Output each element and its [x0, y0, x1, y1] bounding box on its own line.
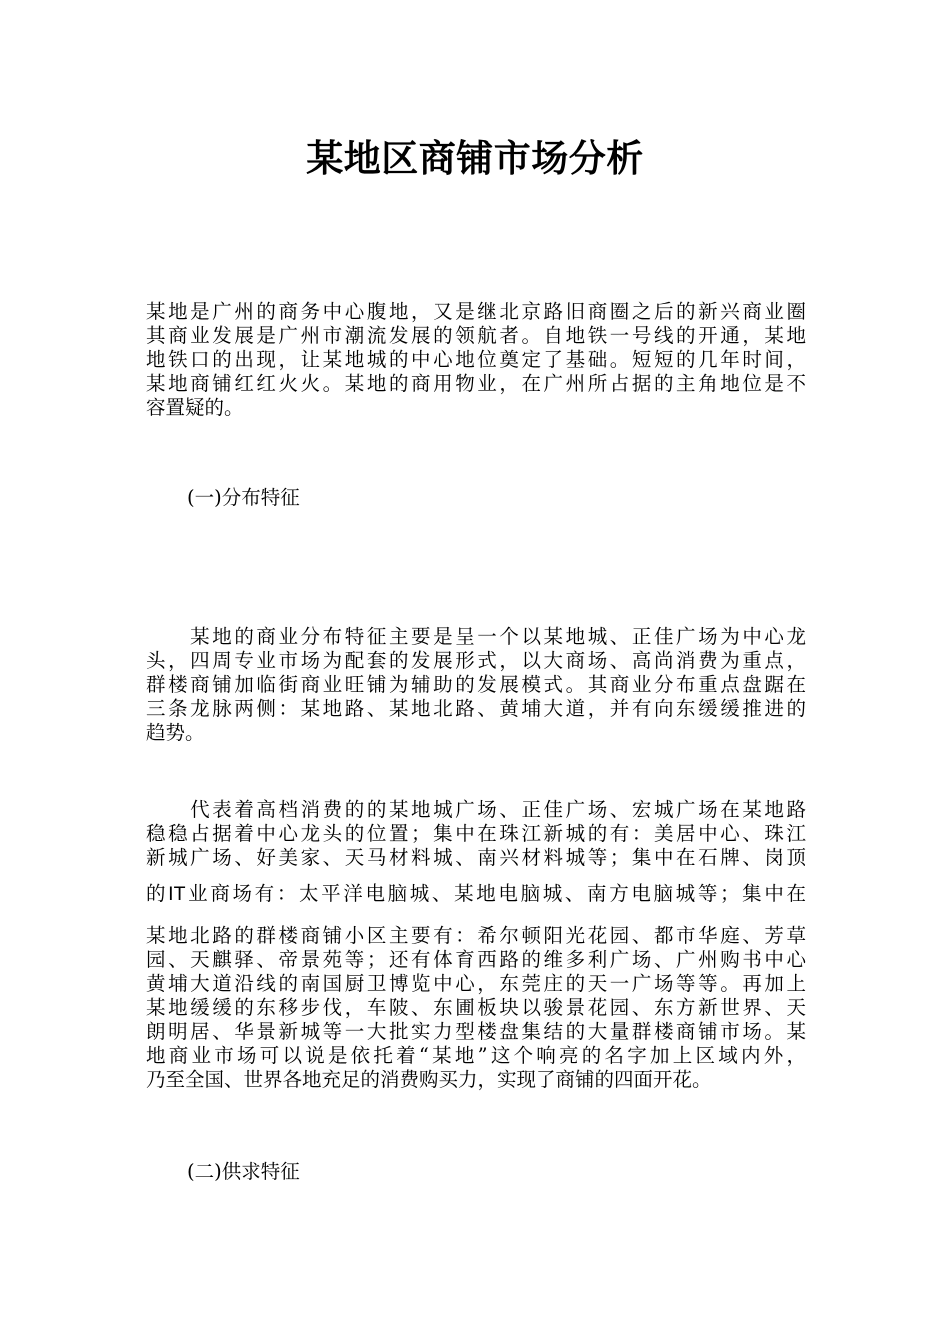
text-line: 某地北路的群楼商铺小区主要有：希尔顿阳光花园、都市华庭、芳草 — [146, 924, 806, 947]
text-fragment: 的 — [146, 882, 169, 905]
text-line: 容置疑的。 — [146, 396, 244, 419]
text-fragment: 业商场有：太平洋电脑城、某地电脑城、南方电脑城等；集中在 — [185, 882, 806, 905]
distribution-paragraph-2 — [146, 798, 806, 870]
text-line: 新城广场、好美家、天马材料城、南兴材料城等；集中在石牌、岗顶 — [146, 846, 806, 869]
text-line: 某地商铺红红火火。某地的商用物业，在广州所占据的主角地位是不 — [146, 372, 806, 395]
distribution-paragraph-2-it-line — [146, 882, 806, 906]
text-line: 地商业市场可以说是依托着“某地”这个响亮的名字加上区域内外， — [146, 1044, 806, 1067]
text-line: 头，四周专业市场为配套的发展形式，以大商场、高尚消费为重点， — [146, 649, 806, 672]
text-line: 其商业发展是广州市潮流发展的领航者。自地铁一号线的开通，某地 — [146, 324, 806, 347]
section-heading-supply-demand: (二)供求特征 — [187, 1160, 300, 1183]
text-line: 地铁口的出现，让某地城的中心地位奠定了基础。短短的几年时间， — [146, 348, 806, 371]
text-line: 三条龙脉两侧：某地路、某地北路、黄埔大道，并有向东缓缓推进的 — [146, 697, 806, 720]
text-line: 群楼商铺加临街商业旺铺为辅助的发展模式。其商业分布重点盘踞在 — [146, 673, 806, 696]
section-heading-distribution: (一)分布特征 — [187, 486, 300, 509]
distribution-paragraph-1 — [146, 625, 806, 745]
distribution-paragraph-2-continued — [146, 924, 806, 1092]
text-line: 朗明居、华景新城等一大批实力型楼盘集结的大量群楼商铺市场。某 — [146, 1020, 806, 1043]
text-line: 某地是广州的商务中心腹地，又是继北京路旧商圈之后的新兴商业圈 — [146, 300, 806, 323]
text-line: 稳稳占据着中心龙头的位置；集中在珠江新城的有：美居中心、珠江 — [146, 822, 806, 845]
text-fragment-latin: IT — [168, 883, 186, 905]
text-line: 趋势。 — [146, 721, 205, 744]
document-title: 某地区商铺市场分析 — [306, 137, 644, 180]
text-line: 某地缓缓的东移步伐，车陂、东圃板块以骏景花园、东方新世界、天 — [146, 996, 806, 1019]
text-line — [146, 882, 806, 906]
text-line: 代表着高档消费的的某地城广场、正佳广场、宏城广场在某地路 — [146, 798, 806, 821]
text-line: 某地的商业分布特征主要是呈一个以某地城、正佳广场为中心龙 — [146, 625, 806, 648]
text-line: 黄埔大道沿线的南国厨卫博览中心，东莞庄的天一广场等等。再加上 — [146, 972, 806, 995]
intro-paragraph — [146, 300, 806, 420]
text-line: 园、天麒驿、帝景苑等；还有体育西路的维多利广场、广州购书中心 — [146, 948, 806, 971]
text-line: 乃至全国、世界各地充足的消费购买力，实现了商铺的四面开花。 — [146, 1068, 712, 1091]
